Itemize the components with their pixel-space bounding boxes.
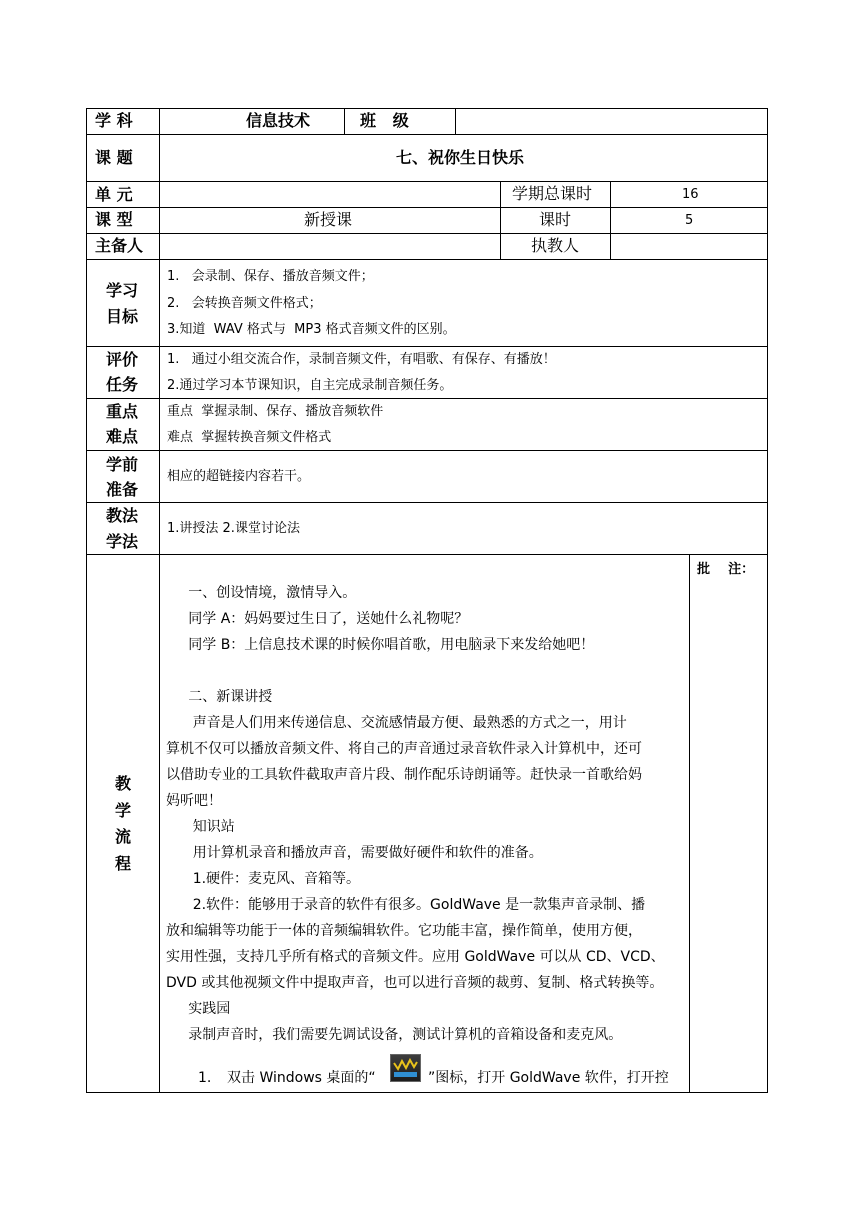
lesson-line: 实践园 xyxy=(166,1001,231,1017)
preparer-label: 主备人 xyxy=(95,236,144,255)
lesson-line: DVD 或其他视频文件中提取声音，也可以进行音频的裁剪、复制、格式转换等。 xyxy=(166,975,664,991)
goals-item: 3.知道 WAV 格式与 MP3 格式音频文件的区别。 xyxy=(167,322,456,337)
teacher-label: 执教人 xyxy=(531,236,580,255)
lesson-line: 二、新课讲授 xyxy=(166,689,273,705)
preparation-text: 相应的超链接内容若干。 xyxy=(167,469,311,484)
step1-text-after: ”图标，打开 GoldWave 软件，打开控 xyxy=(428,1070,669,1086)
lesson-line: 算机不仅可以播放音频文件、将自己的声音通过录音软件录入计算机中，还可 xyxy=(166,741,642,757)
unit-label: 单 元 xyxy=(95,185,133,204)
step1-number: 1. xyxy=(198,1070,212,1086)
evaluation-item: 1. 通过小组交流合作，录制音频文件，有唱歌、有保存、有播放！ xyxy=(167,352,556,367)
lesson-line: 同学 A：妈妈要过生日了，送她什么礼物呢？ xyxy=(166,611,469,627)
period-value: 5 xyxy=(685,213,694,228)
notes-label: 批 注： xyxy=(697,562,755,577)
process-label-char: 程 xyxy=(115,854,132,873)
waveform-icon xyxy=(391,1055,420,1081)
lesson-line: 1.硬件：麦克风、音箱等。 xyxy=(166,871,361,887)
keypoints-label-2: 难点 xyxy=(106,427,139,446)
class-label: 班 级 xyxy=(360,111,409,130)
goldwave-app-icon xyxy=(390,1054,421,1082)
preparation-label-1: 学前 xyxy=(106,455,139,474)
evaluation-item: 2.通过学习本节课知识，自主完成录制音频任务。 xyxy=(167,378,453,393)
methods-text: 1.讲授法 2.课堂讨论法 xyxy=(167,521,300,536)
subject-value: 信息技术 xyxy=(246,111,311,130)
lesson-line: 声音是人们用来传递信息、交流感情最方便、最熟悉的方式之一，用计 xyxy=(166,715,627,731)
step1-text-before: 双击 Windows 桌面的“ xyxy=(227,1070,376,1086)
lesson-line: 2.软件：能够用于录音的软件有很多。GoldWave 是一款集声音录制、播 xyxy=(166,897,646,913)
total-hours-value: 16 xyxy=(682,187,699,202)
subject-label: 学 科 xyxy=(95,111,133,130)
lesson-line: 用计算机录音和播放声音，需要做好硬件和软件的准备。 xyxy=(166,845,543,861)
keypoints-label-1: 重点 xyxy=(106,402,139,421)
evaluation-label-2: 任务 xyxy=(106,375,139,394)
keypoints-item: 重点 掌握录制、保存、播放音频软件 xyxy=(167,404,384,419)
topic-value: 七、祝你生日快乐 xyxy=(396,148,525,167)
evaluation-label-1: 评价 xyxy=(106,350,139,369)
methods-label-1: 教法 xyxy=(106,506,139,525)
preparation-label-2: 准备 xyxy=(106,480,139,499)
keypoints-item: 难点 掌握转换音频文件格式 xyxy=(167,430,332,445)
lesson-type-value: 新授课 xyxy=(304,210,353,229)
lesson-line: 妈听吧！ xyxy=(166,793,222,809)
process-label-char: 流 xyxy=(115,827,132,846)
total-hours-label: 学期总课时 xyxy=(512,184,593,203)
lesson-line: 一、创设情境，激情导入。 xyxy=(166,585,357,601)
goals-label-1: 学习 xyxy=(106,281,139,300)
lesson-line: 放和编辑等功能于一体的音频编辑软件。它功能丰富，操作简单，使用方便， xyxy=(166,923,642,939)
lesson-line: 以借助专业的工具软件截取声音片段、制作配乐诗朗诵等。赶快录一首歌给妈 xyxy=(166,767,642,783)
lesson-line: 实用性强，支持几乎所有格式的音频文件。应用 GoldWave 可以从 CD、VCD、 xyxy=(166,949,665,965)
goals-item: 1. 会录制、保存、播放音频文件； xyxy=(167,269,374,284)
methods-label-2: 学法 xyxy=(106,532,139,551)
goals-item: 2. 会转换音频文件格式； xyxy=(167,296,322,311)
process-label-char: 学 xyxy=(115,801,132,820)
process-label-char: 教 xyxy=(115,774,132,793)
topic-label: 课 题 xyxy=(95,148,133,167)
lesson-type-label: 课 型 xyxy=(95,210,133,229)
lesson-line: 同学 B：上信息技术课的时候你唱首歌，用电脑录下来发给她吧！ xyxy=(166,637,595,653)
goals-label-2: 目标 xyxy=(106,307,139,326)
lesson-line: 知识站 xyxy=(166,819,235,835)
lesson-line: 录制声音时，我们需要先调试设备，测试计算机的音箱设备和麦克风。 xyxy=(166,1027,623,1043)
period-label: 课时 xyxy=(539,210,572,229)
